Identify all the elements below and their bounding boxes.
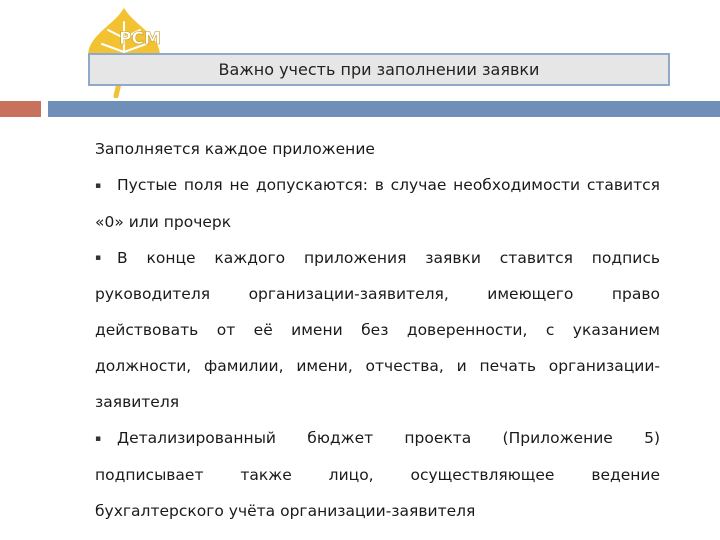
accent-bar-left	[0, 101, 41, 117]
bullet-item-3	[95, 420, 660, 529]
bullet-text-1: Пустые поля не допускаются: в случае необходимости ставится «0» или прочерк	[95, 176, 660, 231]
slide-title: Важно учесть при заполнении заявки	[218, 60, 540, 79]
slide-content	[95, 131, 660, 529]
bullet-item-2	[95, 240, 660, 421]
accent-bar-right	[48, 101, 720, 117]
bullet-text-2: В конце каждого приложения заявки ставится подпись руководителя организации-заявителя, имеющего право действовать от её имени без доверенности, с указанием должности, фамилии, имени, отчества, и печать организации-заявителя	[95, 248, 660, 411]
bullet-icon: ▪	[95, 180, 102, 191]
bullet-text-3: Детализированный бюджет проекта (Приложение 5) подписывает также лицо, осуществляющее ведение бухгалтерского учёта организации-заявителя	[95, 429, 660, 520]
logo-text: РСМ	[119, 29, 161, 49]
bullet-icon: ▪	[95, 253, 102, 263]
bullet-icon: ▪	[95, 433, 102, 444]
bullet-item-1	[95, 167, 660, 240]
slide-title-box	[88, 53, 670, 86]
intro-line: Заполняется каждое приложение	[95, 140, 375, 158]
